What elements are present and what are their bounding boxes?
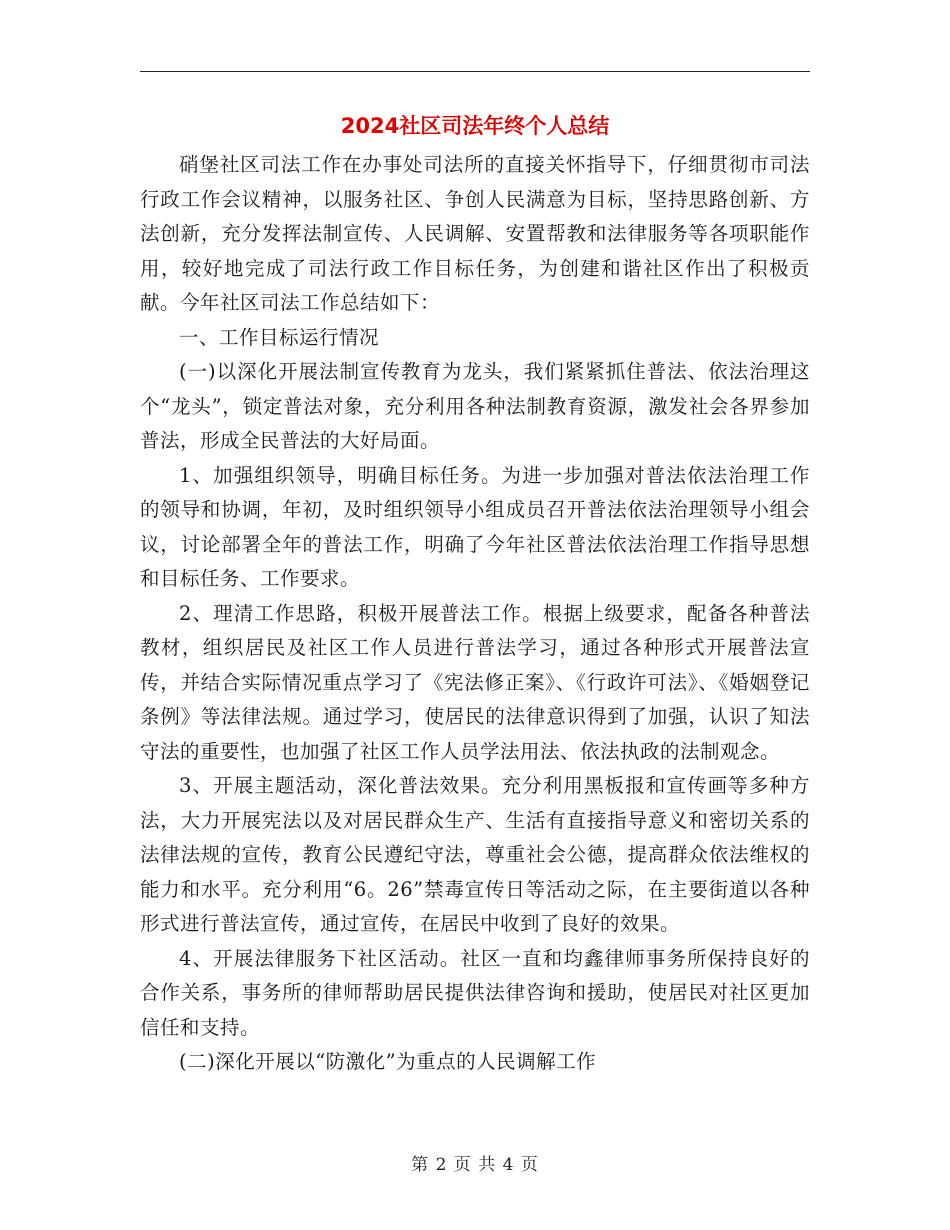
header-rule [140,71,810,72]
paragraph-intro: 硝堡社区司法工作在办事处司法所的直接关怀指导下，仔细贯彻市司法行政工作会议精神，以服务社区、争创人民满意为目标，坚持思路创新、方法创新，充分发挥法制宣传、人民调解、安置帮教和法律服务等各项职能作用，较好地完成了司法行政工作目标任务，为创建和谐社区作出了积极贡献。今年社区司法工作总结如下： [140,153,810,314]
paragraph-item-2: 2、理清工作思路，积极开展普法工作。根据上级要求，配备各种普法教材，组织居民及社区工作人员进行普法学习，通过各种形式开展普法宣传，并结合实际情况重点学习了《宪法修正案》、《行政许可法》、《婚姻登记条例》等法律法规。通过学习，使居民的法律意识得到了加强，认识了知法守法的重要性，也加强了社区工作人员学法用法、依法执政的法制观念。 [140,601,810,763]
subsection-heading-1: (一)以深化开展法制宣传教育为龙头，我们紧紧抓住普法、依法治理这个“龙头”，锁定普法对象，充分利用各种法制教育资源，激发社会各界参加普法，形成全民普法的大好局面。 [140,360,810,452]
page-footer: 第 2 页 共 4 页 [411,1155,539,1175]
paragraph-item-3: 3、开展主题活动，深化普法效果。充分利用黑板报和宣传画等多种方法，大力开展宪法以及对居民群众生产、生活有直接指导意义和密切关系的法律法规的宣传，教育公民遵纪守法，尊重社会公德，提高群众依法维权的能力和水平。充分利用“6。26”禁毒宣传日等活动之际，在主要街道以各种形式进行普法宣传，通过宣传，在居民中收到了良好的效果。 [140,774,810,935]
paragraph-item-4: 4、开展法律服务下社区活动。社区一直和均鑫律师事务所保持良好的合作关系，事务所的律师帮助居民提供法律咨询和援助，使居民对社区更加信任和支持。 [140,946,810,1039]
section-heading-1: 一、工作目标运行情况 [179,325,380,349]
document-title: 2024社区司法年终个人总结 [340,114,610,138]
document-body [140,148,810,1080]
subsection-heading-2: (二)深化开展以“防激化”为重点的人民调解工作 [179,1050,597,1073]
paragraph-item-1: 1、加强组织领导，明确目标任务。为进一步加强对普法依法治理工作的领导和协调，年初，及时组织领导小组成员召开普法依法治理领导小组会议，讨论部署全年的普法工作，明确了今年社区普法依法治理工作指导思想和目标任务、工作要求。 [140,463,810,590]
